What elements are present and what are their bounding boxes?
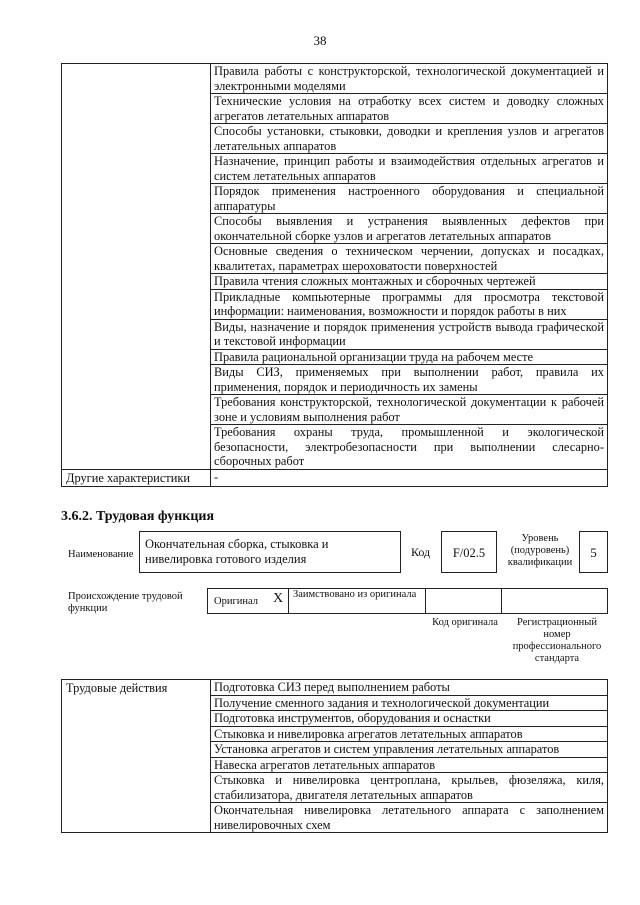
origin-divider-2 <box>425 588 426 614</box>
action-item: Стыковка и нивелировка агрегатов летательных аппаратов <box>211 726 608 742</box>
original-label: Оригинал <box>214 596 258 607</box>
name-label: Наименование <box>68 549 134 560</box>
action-item: Получение сменного задания и технологической документации <box>211 695 608 711</box>
function-name-value: Окончательная сборка, стыковка и нивелировка готового изделия <box>145 537 329 566</box>
action-item: Окончательная нивелировка летательного аппарата с заполнением нивелировочных схем <box>211 803 608 833</box>
knowledge-table <box>61 63 608 487</box>
code-original-caption: Код оригинала <box>432 617 498 628</box>
knowledge-item: Порядок применения настроенного оборудования и специальной аппаратуры <box>211 184 608 214</box>
actions-table <box>61 679 608 833</box>
knowledge-item: Требования конструкторской, технологической документации к рабочей зоне и условиям выполнения работ <box>211 395 608 425</box>
knowledge-item: Способы выявления и устранения выявленных дефектов при окончательной сборке узлов и агрегатов летательных аппаратов <box>211 214 608 244</box>
other-characteristics-label: Другие характеристики <box>62 469 211 487</box>
code-label: Код <box>411 545 431 559</box>
origin-divider-3 <box>501 588 502 614</box>
action-item: Установка агрегатов и систем управления летательных аппаратов <box>211 742 608 758</box>
page-number: 38 <box>313 33 327 48</box>
other-characteristics-value: - <box>211 469 608 487</box>
knowledge-item: Основные сведения о техническом черчении, допусках и посадках, квалитетах, параметрах шероховатости поверхностей <box>211 244 608 274</box>
knowledge-item: Правила рациональной организации труда на рабочем месте <box>211 349 608 365</box>
knowledge-item: Требования охраны труда, промышленной и экологической безопасности, электробезопасности при выполнении слесарно-сборочных работ <box>211 425 608 470</box>
borrowed-label: Заимствовано из оригинала <box>293 589 417 600</box>
function-code-box <box>441 531 497 573</box>
knowledge-item: Технические условия на отработку всех систем и доводку сложных агрегатов летательных аппаратов <box>211 94 608 124</box>
knowledge-item: Правила чтения сложных монтажных и сборочных чертежей <box>211 274 608 290</box>
knowledge-label-cell <box>62 64 211 470</box>
actions-label: Трудовые действия <box>62 680 211 833</box>
reg-number-caption: Регистрационный номер профессионального стандарта <box>512 617 602 664</box>
function-code-value: F/02.5 <box>452 546 486 560</box>
other-characteristics-row <box>62 469 608 487</box>
action-item: Стыковка и нивелировка центроплана, крыльев, фюзеляжа, киля, стабилизатора, двигателя летательных аппаратов <box>211 773 608 803</box>
knowledge-item: Виды СИЗ, применяемых при выполнении работ, правила их применения, порядок и периодичность их замены <box>211 365 608 395</box>
level-label: Уровень (подуровень) квалификации <box>507 533 573 568</box>
action-row <box>62 680 608 696</box>
knowledge-item: Назначение, принцип работы и взаимодействия отдельных агрегатов и систем летательных аппаратов <box>211 154 608 184</box>
origin-label: Происхождение трудовой функции <box>68 591 183 614</box>
section-title: 3.6.2. Трудовая функция <box>61 509 215 524</box>
action-item: Навеска агрегатов летательных аппаратов <box>211 757 608 773</box>
action-item: Подготовка инструментов, оборудования и оснастки <box>211 711 608 727</box>
knowledge-item: Виды, назначение и порядок применения устройств вывода графической и текстовой информации <box>211 319 608 349</box>
original-mark: X <box>273 591 284 606</box>
level-value: 5 <box>590 545 597 560</box>
knowledge-row <box>62 64 608 94</box>
knowledge-item: Прикладные компьютерные программы для просмотра текстовой информации: наименования, возможности и порядок работы в них <box>211 289 608 319</box>
origin-divider-1 <box>288 588 289 614</box>
level-box <box>579 531 608 573</box>
action-item: Подготовка СИЗ перед выполнением работы <box>211 680 608 696</box>
knowledge-item: Способы установки, стыковки, доводки и крепления узлов и агрегатов летательных аппаратов <box>211 124 608 154</box>
function-name-box <box>139 531 401 573</box>
knowledge-item: Правила работы с конструкторской, технологической документацией и электронными моделями <box>211 64 608 94</box>
